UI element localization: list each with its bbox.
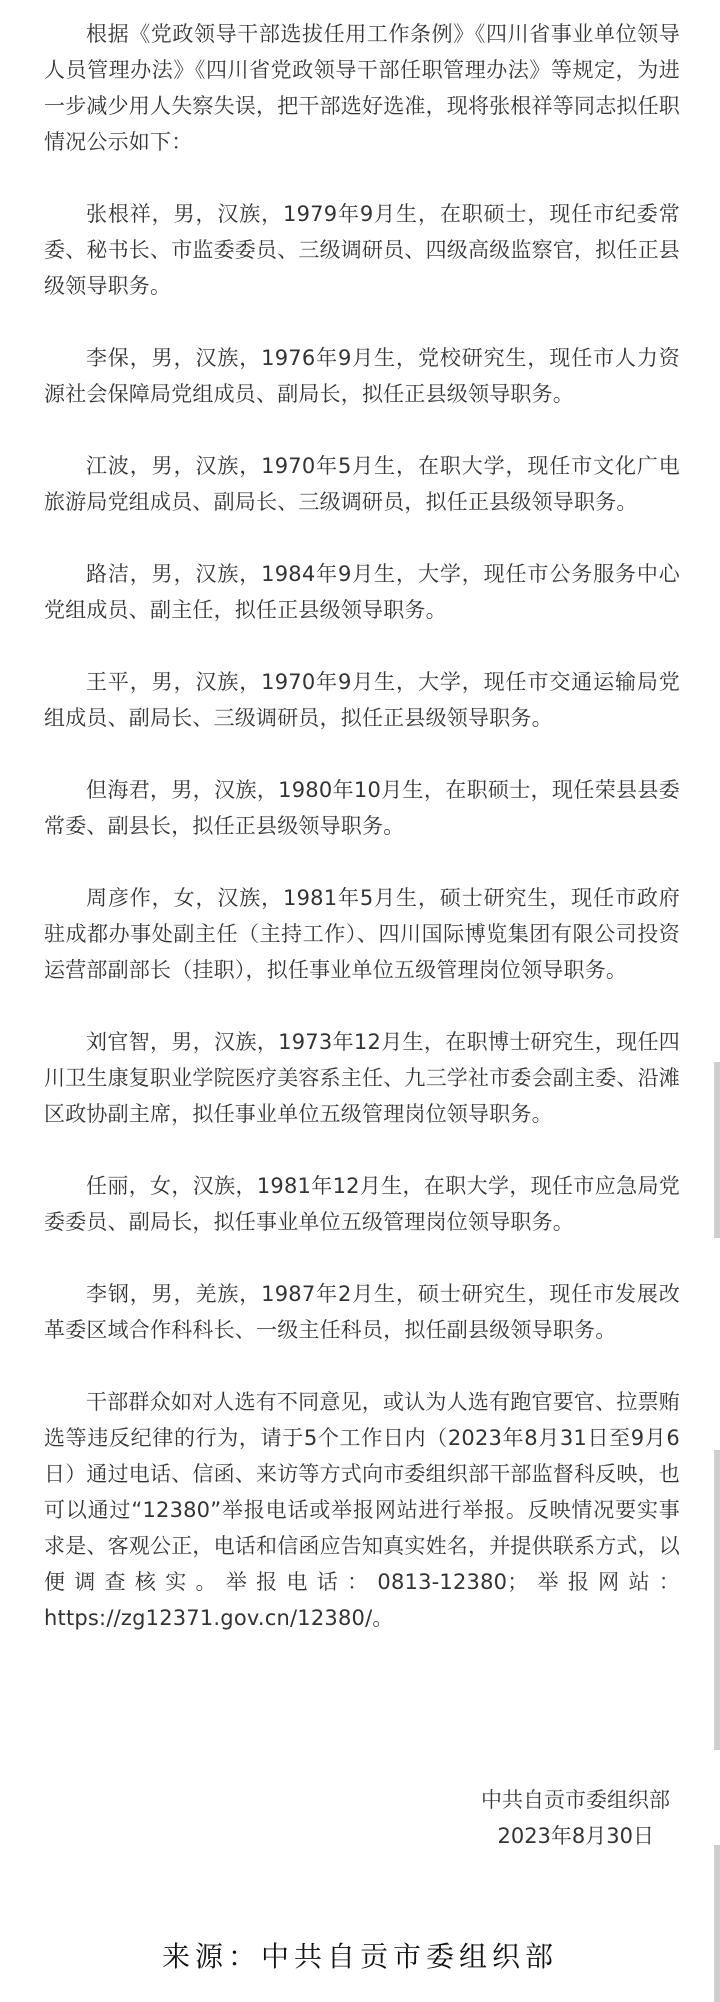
candidate-paragraph: 路洁，男，汉族，1984年9月生，大学，现任市公务服务中心党组成员、副主任，拟任正县级领导职务。 — [44, 562, 680, 622]
candidate-paragraph: 李保，男，汉族，1976年9月生，党校研究生，现任市人力资源社会保障局党组成员、副局长，拟任正县级领导职务。 — [44, 346, 680, 406]
signature-org: 中共自贡市委组织部 — [481, 1788, 670, 1812]
candidate-paragraph: 王平，男，汉族，1970年9月生，大学，现任市交通运输局党组成员、副局长、三级调研员，拟任正县级领导职务。 — [44, 670, 680, 730]
scrollbar-thumb[interactable] — [714, 1450, 720, 1750]
candidate-paragraph: 但海君，男，汉族，1980年10月生，在职硕士，现任荣县县委常委、副县长，拟任正县级领导职务。 — [44, 778, 680, 838]
intro-paragraph: 根据《党政领导干部选拔任用工作条例》《四川省事业单位领导人员管理办法》《四川省党政领导干部任职管理办法》等规定，为进一步减少用人失察失误，把干部选好选准，现将张根祥等同志拟任职情况公示如下： — [44, 22, 680, 154]
feedback-notice-paragraph: 干部群众如对人选有不同意见，或认为人选有跑官要官、拉票贿选等违反纪律的行为，请于5个工作日内（2023年8月31日至9月6日）通过电话、信函、来访等方式向市委组织部干部监督科反映，也可以通过“12380”举报电话或举报网站进行举报。反映情况要实事求是、客观公正，电话和信函应告知真实姓名，并提供联系方式，以便调查核实。举报电话：0813-12380；举报网站：https://zg12371.gov.cn/12380/。 — [44, 1390, 680, 1630]
article-body — [44, 16, 680, 1636]
candidate-paragraph: 刘官智，男，汉族，1973年12月生，在职博士研究生，现任四川卫生康复职业学院医疗美容系主任、九三学社市委会副主委、沿滩区政协副主席，拟任事业单位五级管理岗位领导职务。 — [44, 1030, 680, 1126]
scrollbar-thumb[interactable] — [714, 1845, 720, 2002]
candidate-paragraph: 李钢，男，羌族，1987年2月生，硕士研究生，现任市发展改革委区域合作科科长、一级主任科员，拟任副县级领导职务。 — [44, 1282, 680, 1342]
source-line: 来源：中共自贡市委组织部 — [161, 1940, 558, 1973]
candidate-paragraph: 周彦作，女，汉族，1981年5月生，硕士研究生，现任市政府驻成都办事处副主任（主持工作）、四川国际博览集团有限公司投资运营部副部长（挂职），拟任事业单位五级管理岗位领导职务。 — [44, 886, 680, 982]
scrollbar-thumb[interactable] — [714, 1062, 720, 1238]
signature-block — [481, 1782, 670, 1854]
signature-date: 2023年8月30日 — [497, 1824, 654, 1848]
candidate-paragraph: 江波，男，汉族，1970年5月生，在职大学，现任市文化广电旅游局党组成员、副局长、三级调研员，拟任正县级领导职务。 — [44, 454, 680, 514]
candidate-paragraph: 任丽，女，汉族，1981年12月生，在职大学，现任市应急局党委委员、副局长，拟任事业单位五级管理岗位领导职务。 — [44, 1174, 680, 1234]
candidate-paragraph: 张根祥，男，汉族，1979年9月生，在职硕士，现任市纪委常委、秘书长、市监委委员、三级调研员、四级高级监察官，拟任正县级领导职务。 — [44, 202, 680, 298]
